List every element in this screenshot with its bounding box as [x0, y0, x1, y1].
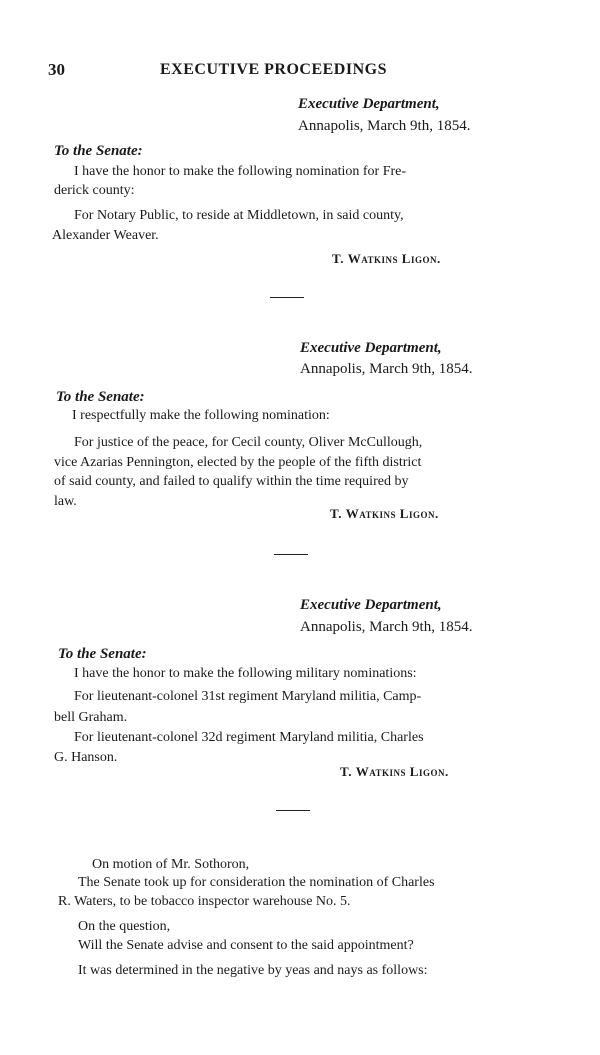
section-divider [270, 297, 304, 298]
proceedings-line: The Senate took up for consideration the nomination of Charles [78, 875, 435, 890]
proceedings-line: Will the Senate advise and consent to the said appointment? [78, 938, 414, 953]
department-heading: Executive Department, [300, 340, 442, 356]
body-line: bell Graham. [54, 710, 128, 725]
body-line: I have the honor to make the following nomination for Fre- [74, 164, 407, 179]
body-line: For lieutenant-colonel 31st regiment Maryland militia, Camp- [74, 689, 422, 704]
body-line: derick county: [54, 183, 135, 198]
body-line: For Notary Public, to reside at Middletown, in said county, [74, 208, 404, 223]
section-divider [276, 810, 310, 811]
signature: T. Watkins Ligon. [330, 506, 439, 521]
place-date: Annapolis, March 9th, 1854. [300, 361, 473, 377]
body-line: G. Hanson. [54, 750, 118, 765]
body-line: I respectfully make the following nomination: [72, 408, 330, 423]
proceedings-line: On the question, [78, 919, 171, 934]
body-line: For justice of the peace, for Cecil county, Oliver McCullough, [74, 435, 423, 450]
signature: T. Watkins Ligon. [340, 764, 449, 779]
salutation: To the Senate: [58, 646, 147, 662]
page-number: 30 [48, 60, 65, 79]
body-line: I have the honor to make the following military nominations: [74, 666, 417, 681]
signature: T. Watkins Ligon. [332, 251, 441, 266]
proceedings-line: R. Waters, to be tobacco inspector warehouse No. 5. [58, 894, 351, 909]
place-date: Annapolis, March 9th, 1854. [300, 619, 473, 635]
salutation: To the Senate: [54, 143, 143, 159]
proceedings-line: It was determined in the negative by yeas and nays as follows: [78, 963, 428, 978]
body-line: vice Azarias Pennington, elected by the people of the fifth district [54, 455, 422, 470]
body-line: For lieutenant-colonel 32d regiment Maryland militia, Charles [74, 730, 424, 745]
body-line: law. [54, 494, 77, 509]
proceedings-line: On motion of Mr. Sothoron, [92, 857, 250, 872]
running-title: EXECUTIVE PROCEEDINGS [160, 61, 387, 78]
place-date: Annapolis, March 9th, 1854. [298, 118, 471, 134]
body-line: of said county, and failed to qualify within the time required by [54, 474, 409, 489]
department-heading: Executive Department, [300, 597, 442, 613]
department-heading: Executive Department, [298, 96, 440, 112]
salutation: To the Senate: [56, 389, 145, 405]
body-line: Alexander Weaver. [52, 228, 159, 243]
section-divider [274, 554, 308, 555]
